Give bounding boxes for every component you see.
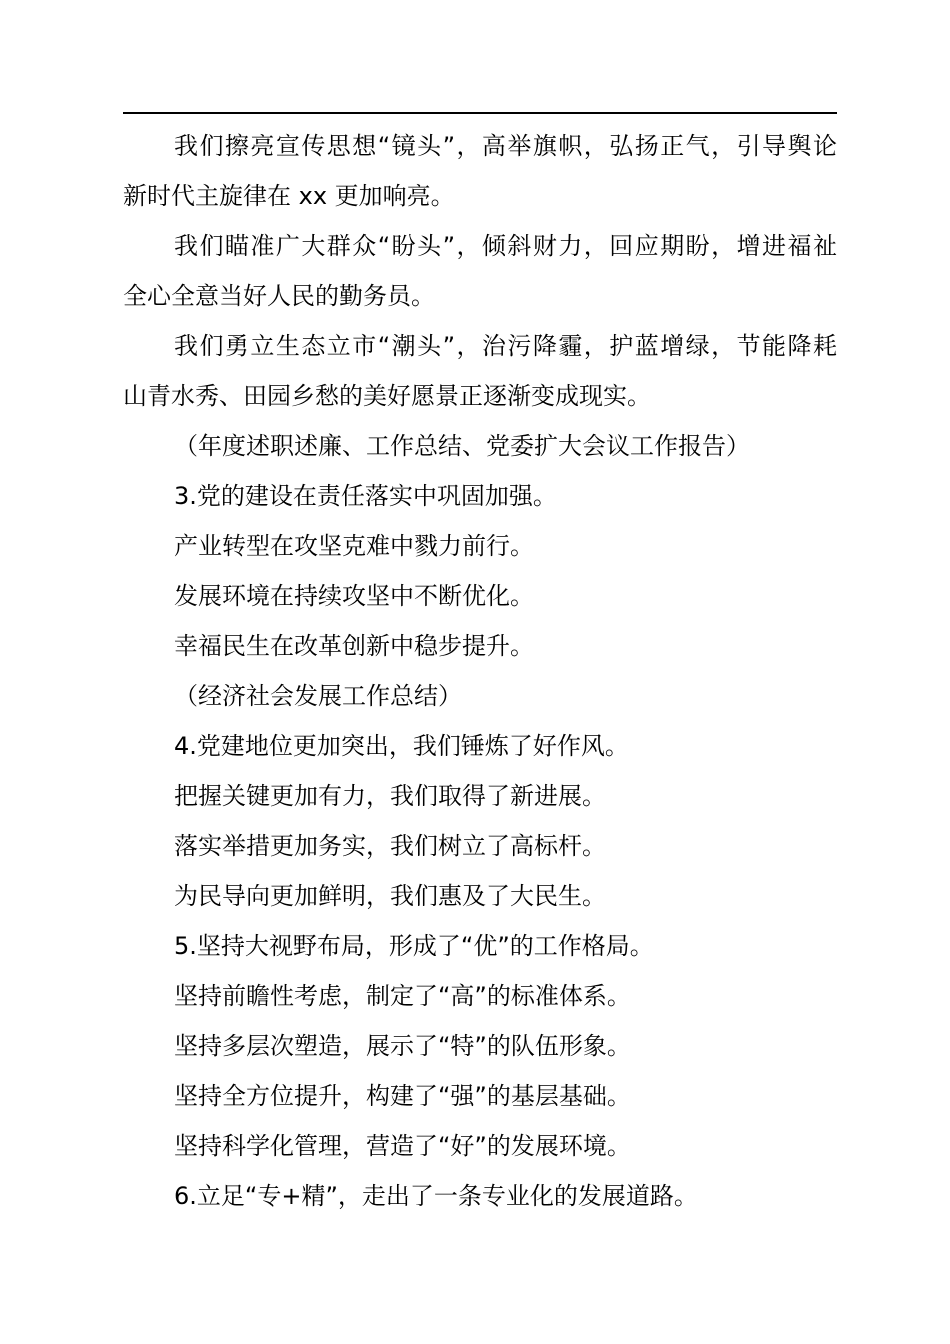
- heading-item: 5.坚持大视野布局，形成了“优”的工作格局。: [174, 932, 654, 960]
- paragraph-line: 坚持全方位提升，构建了“强”的基层基础。: [174, 1082, 631, 1110]
- paragraph-line: 产业转型在攻坚克难中戮力前行。: [174, 532, 534, 560]
- paragraph-line: 坚持多层次塑造，展示了“特”的队伍形象。: [174, 1032, 631, 1060]
- paragraph-line: 山青水秀、田园乡愁的美好愿景正逐渐变成现实。: [123, 382, 651, 410]
- source-note: （经济社会发展工作总结）: [174, 682, 462, 710]
- heading-item: 6.立足“专+精”，走出了一条专业化的发展道路。: [174, 1182, 698, 1210]
- paragraph-line: 我们擦亮宣传思想“镜头”，高举旗帜，弘扬正气，引导舆论: [174, 132, 837, 160]
- paragraph-line: 落实举措更加务实，我们树立了高标杆。: [174, 832, 606, 860]
- heading-item: 4.党建地位更加突出，我们锤炼了好作风。: [174, 732, 629, 760]
- paragraph-line: 新时代主旋律在 xx 更加响亮。: [123, 182, 455, 210]
- paragraph-line: 坚持前瞻性考虑，制定了“高”的标准体系。: [174, 982, 631, 1010]
- paragraph-line: 发展环境在持续攻坚中不断优化。: [174, 582, 534, 610]
- heading-item: 3.党的建设在责任落实中巩固加强。: [174, 482, 557, 510]
- paragraph-line: 把握关键更加有力，我们取得了新进展。: [174, 782, 606, 810]
- paragraph-line: 坚持科学化管理，营造了“好”的发展环境。: [174, 1132, 631, 1160]
- paragraph-line: 为民导向更加鲜明，我们惠及了大民生。: [174, 882, 606, 910]
- source-note: （年度述职述廉、工作总结、党委扩大会议工作报告）: [174, 432, 750, 460]
- paragraph-line: 我们勇立生态立市“潮头”，治污降霾，护蓝增绿，节能降耗: [174, 332, 837, 360]
- document-body: [123, 121, 837, 1221]
- paragraph-line: 我们瞄准广大群众“盼头”，倾斜财力，回应期盼，增进福祉: [174, 232, 837, 260]
- header-rule: [123, 112, 837, 114]
- paragraph-line: 全心全意当好人民的勤务员。: [123, 282, 435, 310]
- paragraph-line: 幸福民生在改革创新中稳步提升。: [174, 632, 534, 660]
